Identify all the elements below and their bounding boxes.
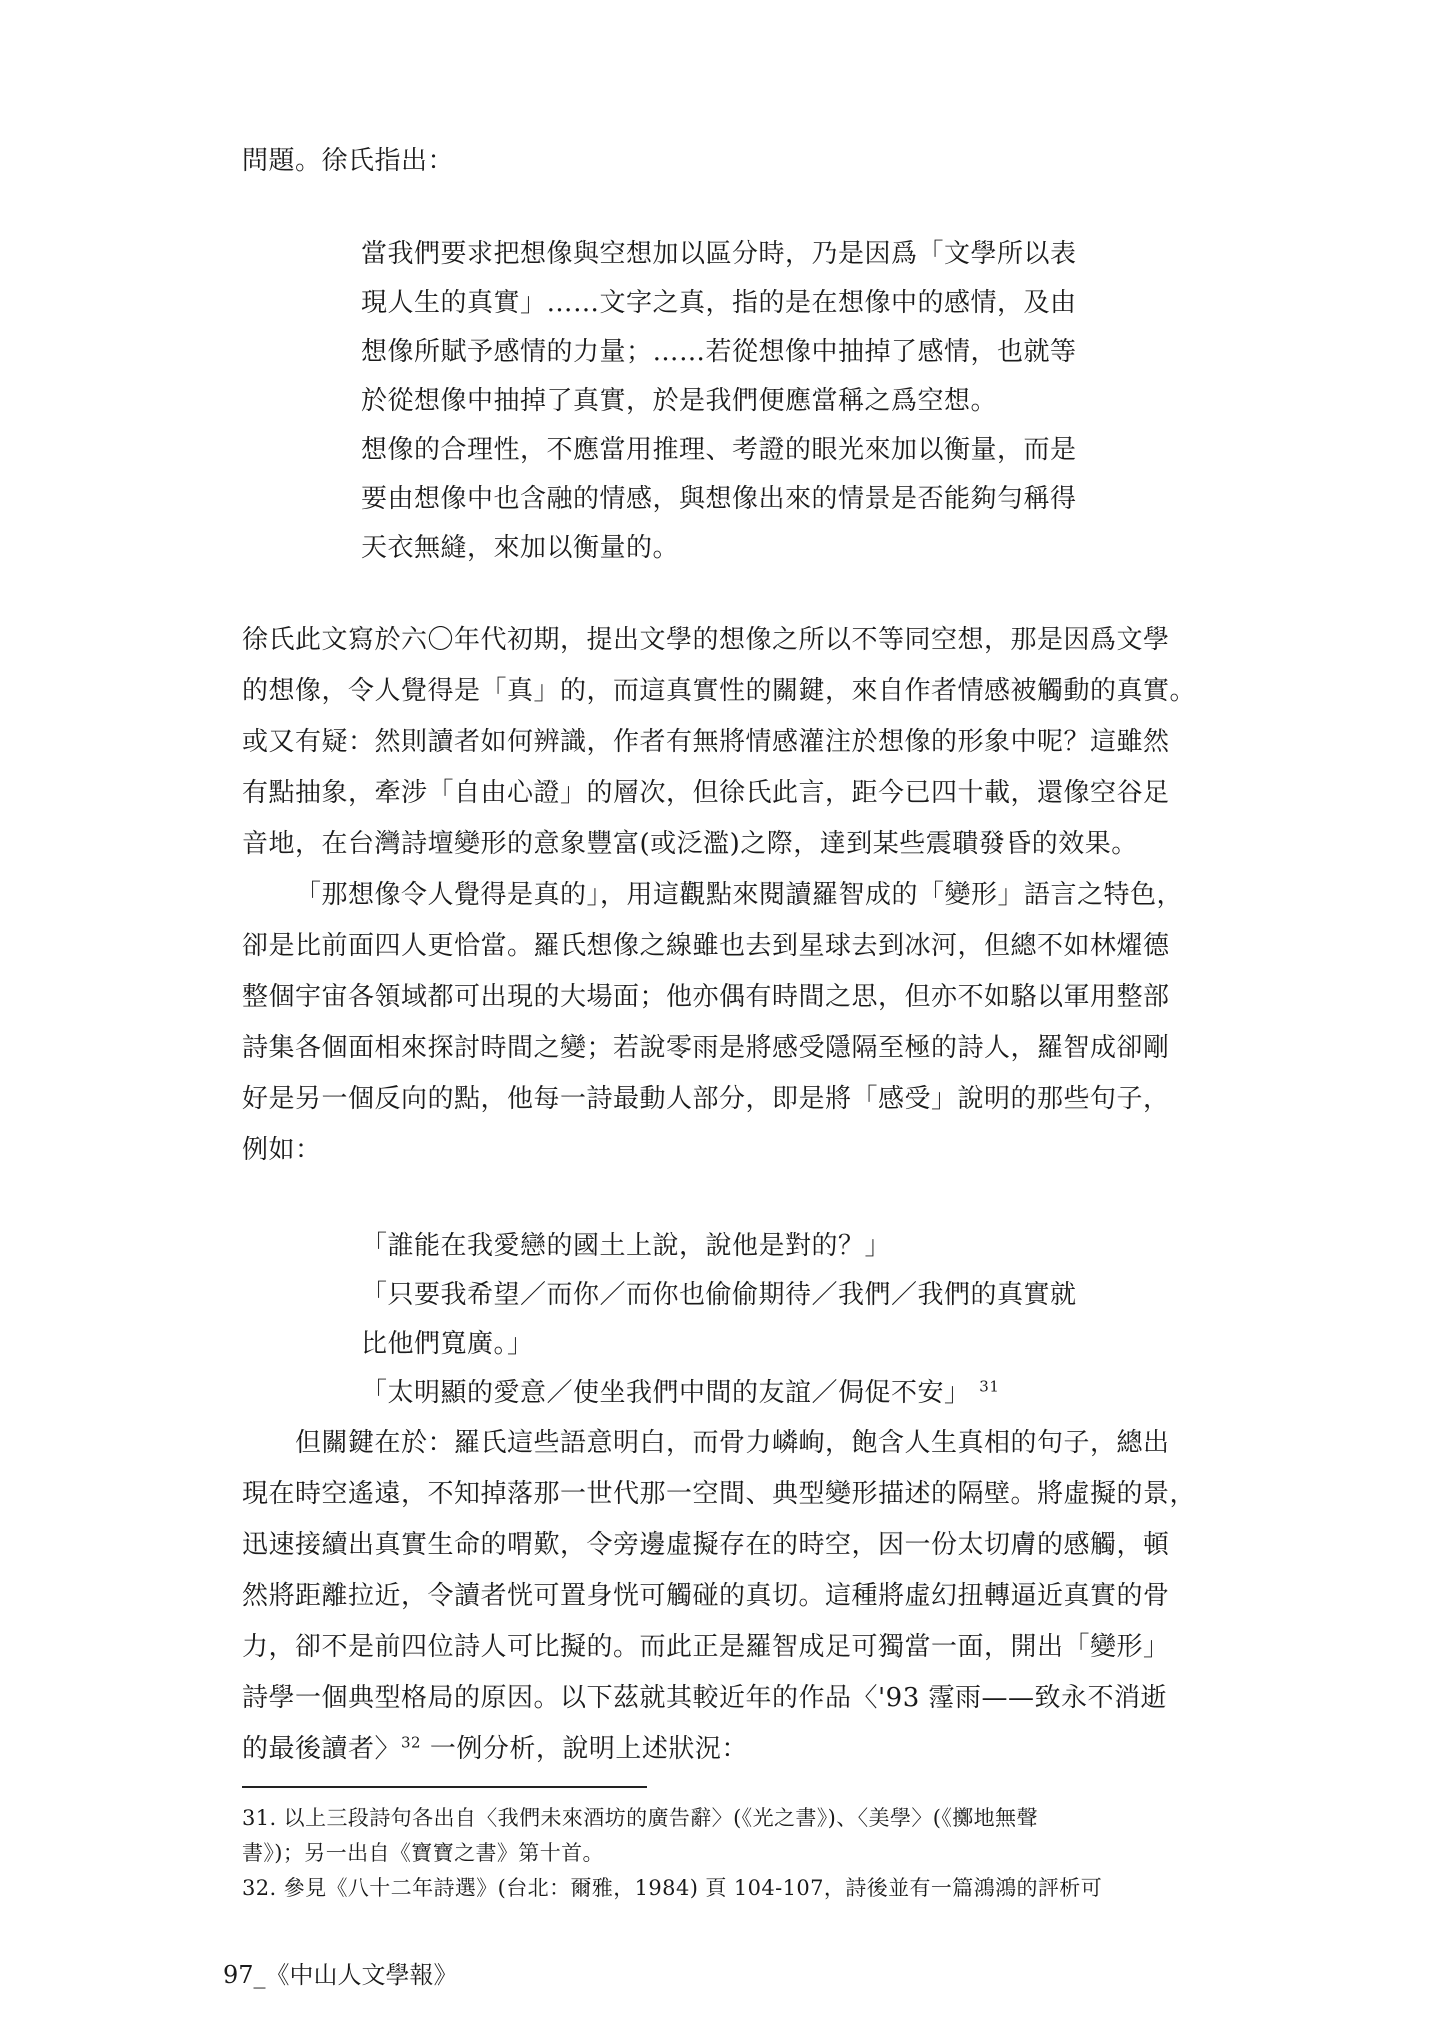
paragraph-line: 現在時空遙遠，不知掉落那一世代那一空間、典型變形描述的隔壁。將虛擬的景， bbox=[242, 1479, 1197, 1509]
intro-text: 問題。徐氏指出： bbox=[242, 146, 455, 176]
paragraph-line: 音地，在台灣詩壇變形的意象豐富(或泛濫)之際，達到某些震聵發昏的效果。 bbox=[242, 829, 1138, 859]
paragraph-line: 「那想像令人覺得是真的」，用這觀點來閱讀羅智成的「變形」語言之特色， bbox=[295, 880, 1184, 910]
paragraph-line: 或又有疑：然則讀者如何辨識，作者有無將情感灌注於想像的形象中呢？這雖然 bbox=[242, 727, 1170, 757]
poem-quote-line: 「只要我希望／而你／而你也偷偷期待／我們／我們的真實就 bbox=[361, 1280, 1077, 1310]
footnote-ref-32: 32 bbox=[401, 1733, 422, 1752]
paragraph-text: 的最後讀者〉 bbox=[242, 1734, 402, 1764]
paragraph-line: 詩集各個面相來探討時間之變；若說零雨是將感受隱隔至極的詩人，羅智成卻剛 bbox=[242, 1033, 1170, 1063]
poem-quote-text: 「太明顯的愛意／使坐我們中間的友誼／侷促不安」 bbox=[361, 1378, 971, 1408]
footnote-line: 31. 以上三段詩句各出自〈我們未來酒坊的廣告辭〉(《光之書》)、〈美學〉(《擲地無聲 bbox=[242, 1806, 1038, 1830]
poem-quote-line: 「誰能在我愛戀的國土上說，說他是對的？」 bbox=[361, 1231, 892, 1261]
quote-line: 於從想像中抽掉了真實，於是我們便應當稱之爲空想。 bbox=[361, 386, 998, 416]
poem-quote-line bbox=[361, 1377, 1000, 1408]
paragraph-line: 力，卻不是前四位詩人可比擬的。而此正是羅智成足可獨當一面，開出「變形」 bbox=[242, 1632, 1170, 1662]
paragraph-line: 整個宇宙各領域都可出現的大場面；他亦偶有時間之思，但亦不如駱以軍用整部 bbox=[242, 982, 1170, 1012]
footnote-line: 32. 參見《八十二年詩選》(台北：爾雅，1984) 頁 104-107，詩後並有一篇鴻鴻的評析可 bbox=[242, 1876, 1103, 1900]
footnote-line: 書》)；另一出自《寶寶之書》第十首。 bbox=[242, 1841, 604, 1865]
quote-line: 天衣無縫，來加以衡量的。 bbox=[361, 533, 680, 563]
quote-line: 要由想像中也含融的情感，與想像出來的情景是否能夠勻稱得 bbox=[361, 484, 1077, 514]
poem-quote-line: 比他們寬廣。」 bbox=[361, 1329, 534, 1359]
quote-line: 現人生的真實」……文字之真，指的是在想像中的感情，及由 bbox=[361, 288, 1077, 318]
quote-line: 想像的合理性，不應當用推理、考證的眼光來加以衡量，而是 bbox=[361, 435, 1077, 465]
paragraph-line: 詩學一個典型格局的原因。以下茲就其較近年的作品〈'93 霪雨——致永不消逝 bbox=[242, 1683, 1167, 1713]
paragraph-line: 徐氏此文寫於六〇年代初期，提出文學的想像之所以不等同空想，那是因爲文學 bbox=[242, 625, 1170, 655]
paragraph-line: 然將距離拉近，令讀者恍可置身恍可觸碰的真切。這種將虛幻扭轉逼近真實的骨 bbox=[242, 1581, 1170, 1611]
quote-line: 想像所賦予感情的力量；……若從想像中抽掉了感情，也就等 bbox=[361, 337, 1077, 367]
footnote-divider bbox=[242, 1786, 647, 1788]
paragraph-line: 的想像，令人覺得是「真」的，而這真實性的關鍵，來自作者情感被觸動的真實。 bbox=[242, 676, 1197, 706]
paragraph-line: 例如： bbox=[242, 1135, 322, 1165]
footnote-ref-31: 31 bbox=[979, 1377, 1000, 1396]
paragraph-text: 一例分析，說明上述狀況： bbox=[421, 1734, 748, 1764]
paragraph-line: 但關鍵在於：羅氏這些語意明白，而骨力嶙峋，飽含人生真相的句子，總出 bbox=[295, 1428, 1170, 1458]
quote-line: 當我們要求把想像與空想加以區分時，乃是因爲「文學所以表 bbox=[361, 239, 1077, 269]
paragraph-line bbox=[242, 1733, 748, 1764]
paragraph-line: 好是另一個反向的點，他每一詩最動人部分，即是將「感受」說明的那些句子， bbox=[242, 1084, 1170, 1114]
paragraph-line: 卻是比前面四人更恰當。羅氏想像之線雖也去到星球去到冰河，但總不如林燿德 bbox=[242, 931, 1170, 961]
page-footer: 97_《中山人文學報》 bbox=[223, 1961, 458, 1989]
paragraph-line: 迅速接續出真實生命的喟歎，令旁邊虛擬存在的時空，因一份太切膚的感觸，頓 bbox=[242, 1530, 1170, 1560]
paragraph-line: 有點抽象，牽涉「自由心證」的層次，但徐氏此言，距今已四十載，還像空谷足 bbox=[242, 778, 1170, 808]
